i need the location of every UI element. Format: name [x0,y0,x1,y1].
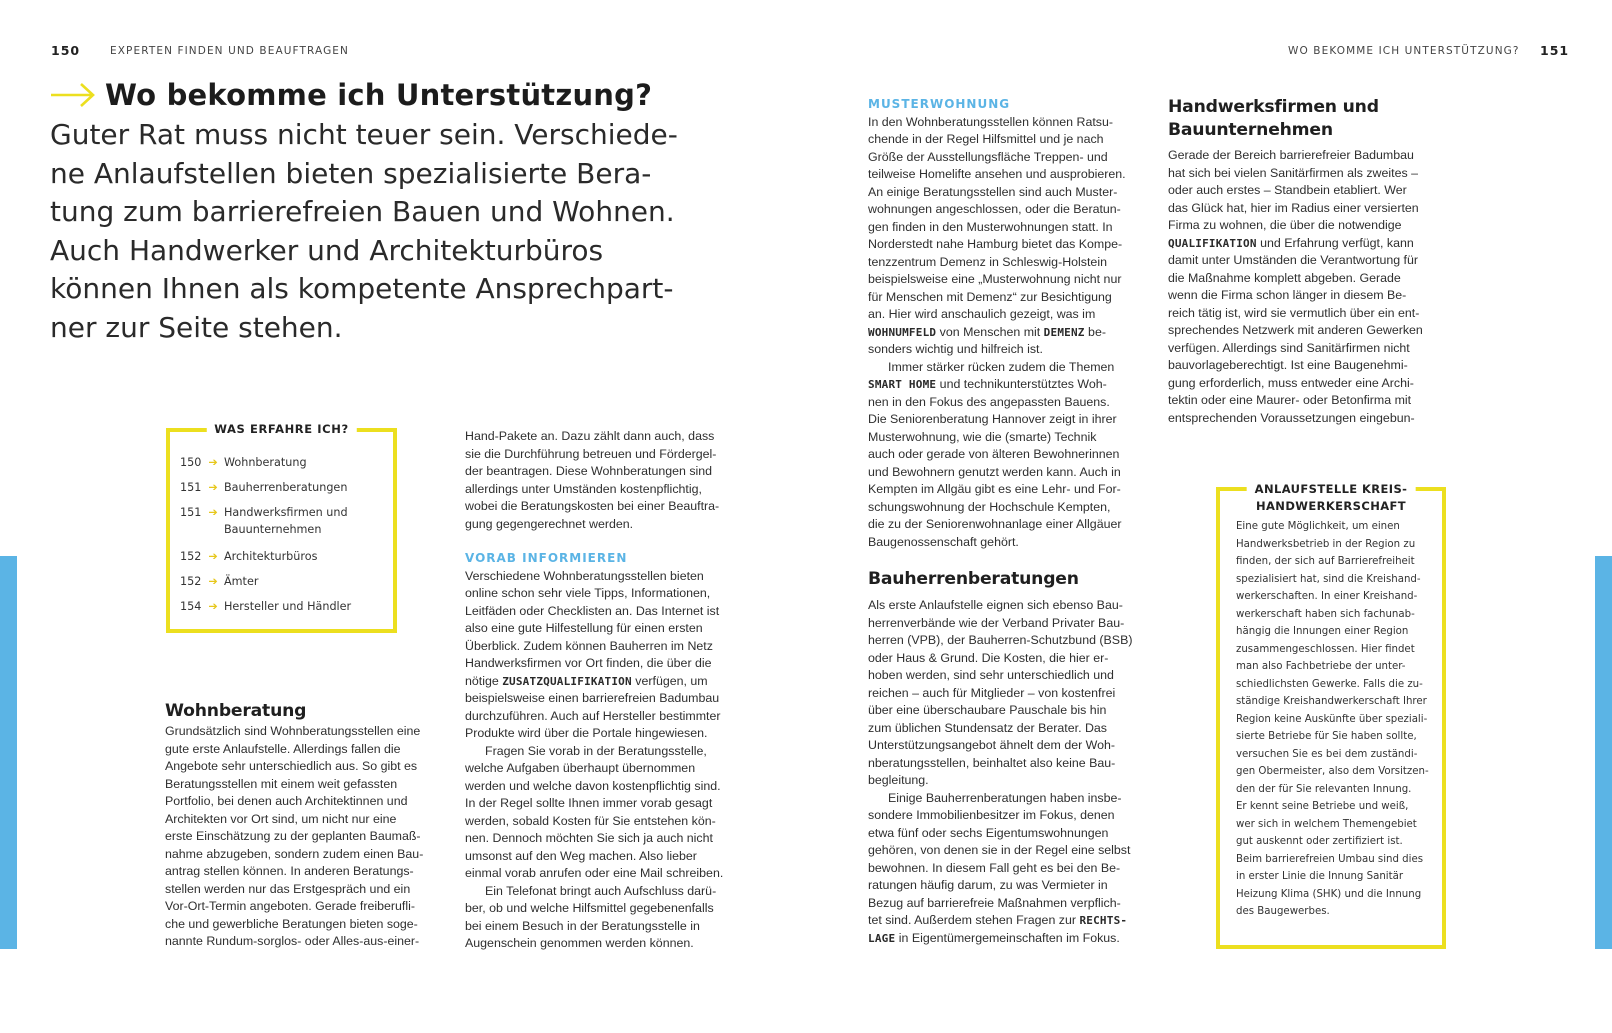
body-line: nahme abzugeben, sondern zudem einen Bau- [165,846,424,861]
body-line: welche Aufgaben überhaupt übernommen [465,761,696,775]
body-line: Verschiedene Wohnberatungsstellen bieten [465,568,704,583]
body-line: gung gegengerechnet werden. [465,516,634,531]
toc-label: Architekturbüros [224,550,318,563]
body-line: hat sich bei vielen Sanitärfirmen als zweites – [1168,165,1418,180]
body-line: Handwerksfirmen vor Ort finden, die über die [465,656,712,670]
body-line: herrenverbände wie der Verband Privater Bau- [868,615,1125,630]
toc-label: Wohnberatung [224,456,307,469]
body-line: durchzuführen. Auch auf Hersteller bestimmter [465,708,721,723]
toc-item[interactable] [180,479,374,504]
intro-line: können Ihnen als kompetente Ansprechpart- [50,272,674,305]
intro-line: tung zum barrierefreien Bauen und Wohnen. [50,195,675,228]
infobox-line: Handwerksbetrieb in der Region zu [1236,538,1416,550]
infobox-kreishandwerkerschaft [1216,482,1446,949]
subheading-vorab-informieren: VORAB INFORMIEREN [465,551,628,565]
body-line: die zu der Seniorenwohnanlage einer Allgäuer [868,517,1122,531]
infobox-line: sierte Betriebe für Sie haben sollte, [1236,731,1417,742]
text-run: nötige [465,673,503,688]
intro-line: ner zur Seite stehen. [50,310,343,344]
infobox-line: Eine gute Möglichkeit, um einen [1236,521,1400,532]
infobox-line: finden, der sich auf Barrierefreiheit [1236,556,1415,567]
section-heading-handwerksfirmen: Handwerksfirmen und [1168,97,1379,117]
keyword: WOHNUMFELD [868,325,937,339]
section-heading-wohnberatung: Wohnberatung [165,701,307,721]
column-3 [868,96,1158,947]
body-line: gute erste Anlaufstelle. Allerdings fallen die [165,741,401,756]
infobox-line: spezialisiert hat, sind die Kreishand- [1236,573,1421,585]
infobox-line: des Baugewerbes. [1236,906,1330,917]
toc-page: 152 [180,575,202,588]
body-line [465,673,750,691]
body-line [1168,235,1458,253]
body-line: Leitfäden oder Checklisten an. Das Internet ist [465,603,720,618]
body-line: sonders wichtig und hilfreich ist. [868,342,1043,356]
keyword: LAGE [868,931,896,945]
body-line: gen finden in den Musterwohnungen statt. In [868,219,1113,234]
body-line: Angebote sehr unterschiedlich aus. So gibt es [165,759,418,773]
body-line: Norderstedt nahe Hamburg bietet das Kompe- [868,237,1123,251]
arrow-right-icon: ➔ [208,481,218,494]
toc-page: 154 [180,600,202,613]
body-line: die Maßnahme komplett abgeben. Gerade [1168,270,1401,285]
body-line: stellen werden nur das Erstgespräch und ein [165,881,411,896]
toc-label: Bauherrenberatungen [224,481,348,494]
body-line: reichen – auch für Mitglieder – von kostenfrei [868,685,1116,700]
body-line: werden, sobald Kosten für Sie entstehen kön- [465,813,716,828]
text-run: und technikunterstütztes Woh- [936,377,1107,391]
section-heading-bauherrenberatungen: Bauherrenberatungen [868,569,1079,589]
body-line: Unterstützungsangebot ähnelt dem der Woh- [868,738,1116,752]
body-line: erste Einschätzung zu der geplanten Baumaß- [165,829,421,843]
section-heading-handwerksfirmen-line2: Bauunternehmen [1168,120,1333,140]
keyword: DEMENZ [1043,325,1085,339]
intro-line: Guter Rat muss nicht teuer sein. Verschiede- [50,118,678,151]
column-2 [465,428,750,953]
chapter-title-row [50,78,690,112]
toc-page: 151 [180,506,202,519]
body-line: beispielsweise eine „Musterwohnung nicht nur [868,272,1122,286]
infobox-line: wer sich in welchem Themengebiet [1236,818,1417,830]
body-line: tenzzentrum Demenz in Schleswig-Holstein [868,254,1107,269]
body-line [868,324,1158,342]
body-line: Fragen Sie vorab in der Beratungsstelle, [485,743,707,758]
body-line: Baugenossenschaft gehört. [868,534,1019,549]
body-line: das Glück hat, hier im Radius einer versierten [1168,200,1419,215]
body-line: werden und welche davon kostenpflichtig sind. [465,778,721,793]
toc-page: 150 [180,456,202,469]
body-line: ratungen häufig darum, zu was Vermieter in [868,878,1108,892]
toc-item[interactable] [180,454,374,479]
infobox-line: man also Fachbetriebe der unter- [1236,661,1406,672]
body-line: oder auch erstes – Standbein etabliert. Wer [1168,183,1407,197]
body-line: umsonst auf den Weg machen. Also lieber [465,848,697,863]
body-line: Ein Telefonat bringt auch Aufschluss darü- [485,883,717,898]
page-number-left: 150 [51,43,81,58]
body-line [868,912,1158,930]
body-line: Immer stärker rücken zudem die Themen [888,359,1115,374]
text-run: in Eigentümergemeinschaften im Fokus. [895,930,1120,945]
infobox-line: Beim barrierefreien Umbau sind dies [1236,853,1424,865]
body-line: Einige Bauherrenberatungen haben insbe- [888,790,1122,805]
body-line: Beratungsstellen mit einem weit gefassten [165,776,398,791]
text-run: be- [1084,324,1106,339]
arrow-right-icon [50,80,96,110]
arrow-right-icon: ➔ [208,506,218,519]
arrow-right-icon: ➔ [208,456,218,469]
column-wohnberatung [165,700,445,951]
toc-label: Hersteller und Händler [224,600,352,613]
body-line: gehören, von denen sie in der Regel eine selbst [868,843,1131,857]
body-line: che und gewerbliche Beratungen bieten soge- [165,916,418,931]
body-line: Portfolio, bei denen auch Architektinnen und [165,794,408,808]
body-line: Augenschein genommen werden können. [465,936,694,950]
toc-item[interactable] [180,573,374,598]
infobox-line: den der für Sie relevanten Innung. [1236,783,1412,795]
body-line: nen in den Fokus des angepassten Bauens. [868,394,1110,409]
body-line: nannte Rundum-sorglos- oder Alles-aus-einer- [165,934,420,948]
body-line: Kempten im Allgäu gibt es eine Lehr- und For- [868,482,1121,496]
infobox-line: Heizung Klima (SHK) und die Innung [1236,888,1422,900]
chapter-intro [50,116,690,347]
body-line: schungswohnung der Hochschule Kempten, [868,499,1111,514]
body-line: begleitung. [868,773,929,787]
body-line: und Bewohnern genutzt werden kann. Auch in [868,464,1121,479]
body-line: über eine überschaubare Pauschale bis hin [868,703,1107,717]
body-line: herren (VPB), der Bauherren-Schutzbund (BSB) [868,633,1133,647]
body-line: An einige Beratungsstellen sind auch Muster- [868,184,1118,199]
body-line: sie die Durchführung betreuen und Fördergel- [465,446,717,461]
body-line: Firma zu wohnen, die über die notwendige [1168,218,1402,232]
toc-label: Ämter [224,575,259,588]
toc-box [166,422,397,633]
body-line: teilweise Homelifte ansehen und ausprobieren. [868,167,1126,181]
body-line: hoben werden, sind sehr unterschiedlich und [868,668,1114,682]
arrow-right-icon: ➔ [208,600,218,613]
infobox-line: werkerschaften. In einer Kreishand- [1236,591,1418,602]
body-line: Gerade der Bereich barrierefreier Badumbau [1168,148,1414,162]
body-line: auch oder gerade von älteren Bewohnerinnen [868,447,1120,461]
toc-item[interactable] [180,548,374,573]
body-line: damit unter Umständen die Verantwortung für [1168,253,1419,267]
infobox-line: zusammengeschlossen. Hier findet [1236,643,1415,655]
toc-label: Handwerksfirmen und Bauunternehmen [224,506,348,536]
body-line: ber, ob und welche Hilfsmittel gegebenenfalls [465,901,714,915]
chapter-title: Wo bekomme ich Unterstützung? [105,78,653,112]
body-line: sprechendes Netzwerk mit anderen Gewerken [1168,323,1423,337]
body-line: also eine gute Hilfestellung für einen ersten [465,621,703,635]
running-head-left: EXPERTEN FINDEN UND BEAUFTRAGEN [110,45,349,57]
body-line: online schon sehr viele Tipps, Informationen, [465,586,711,600]
infobox-line: hängig die Innungen einer Region [1236,626,1409,637]
text-run: tet sind. Außerdem stehen Fragen zur [868,913,1080,927]
body-line: Größe der Ausstellungsfläche Treppen- und [868,149,1108,164]
text-run: von Menschen mit [936,324,1044,339]
body-line [868,376,1158,394]
body-line: chende in der Regel Hilfsmittel und je nach [868,132,1104,146]
intro-line: Auch Handwerker und Architekturbüros [50,233,604,267]
body-line: Überblick. Zudem können Bauherren im Netz [465,638,713,653]
toc-list [180,454,374,623]
infobox-line: ständige Kreishandwerkerschaft Ihrer [1236,696,1427,707]
infobox-body [1236,518,1436,921]
toc-page: 151 [180,481,202,494]
body-line: einmal vorab anrufen oder eine Mail schreiben. [465,866,724,880]
body-line: tektin oder eine Maurer- oder Betonfirma mit [1168,393,1412,407]
infobox-line: versuchen Sie es bei dem zuständi- [1236,748,1418,760]
body-line: zum üblichen Stundensatz der Berater. Das [868,720,1107,735]
body-line: Vor-Ort-Termin angeboten. Gerade freiberufli- [165,899,415,913]
intro-line: ne Anlaufstellen bieten spezialisierte Bera- [50,156,652,190]
body-line: wohnungen angeschlossen, oder die Beratun- [868,202,1121,216]
text-run: und Erfahrung verfügt, kann [1256,235,1414,250]
body-line: Hand-Pakete an. Dazu zählt dann auch, dass [465,429,715,443]
toc-page: 152 [180,550,202,563]
arrow-right-icon: ➔ [208,550,218,563]
body-line: Architekten vor Ort sind, um nicht nur eine [165,811,397,826]
infobox-title-line: ANLAUFSTELLE KREIS- [1254,482,1408,496]
infobox-line: gut auskennt oder zertifiziert ist. [1236,836,1403,847]
body-line: nen. Dennoch möchten Sie sich ja auch nicht [465,831,713,845]
keyword: SMART HOME [868,378,937,391]
left-edge-marker [0,556,17,949]
body-line: nberatungsstellen, beinhaltet also keine Bau- [868,755,1116,770]
body-line: bei einem Besuch in der Beratungsstelle in [465,918,700,933]
body-line: allerdings unter Umständen kostenpflichtig, [465,481,702,496]
body-line: Grundsätzlich sind Wohnberatungsstellen eine [165,724,421,738]
body-line: Musterwohnung, wie die (smarte) Technik [868,429,1097,444]
toc-item[interactable] [180,598,374,623]
body-line: gung erforderlich, muss entweder eine Archi- [1168,375,1414,390]
keyword: ZUSATZQUALIFIKATION [502,674,632,688]
keyword: QUALIFIKATION [1168,236,1257,250]
body-line: antrag stellen können. In anderen Beratungs- [165,864,414,878]
body-line: Als erste Anlaufstelle eignen sich ebenso Bau- [868,598,1123,612]
body-line: Bezug auf barrierefreie Maßnahmen verpflich- [868,895,1121,910]
infobox-line: gen Obermeister, also dem Vorsitzen- [1236,766,1429,777]
page-number-right: 151 [1540,43,1570,58]
body-line [868,930,1158,948]
body-line: verfügen. Allerdings sind Sanitärfirmen nicht [1168,340,1410,355]
column-4 [1168,96,1458,427]
body-line: oder Haus & Grund. Die Kosten, die hier er- [868,650,1109,665]
body-line: entsprechenden Voraussetzungen eingebun- [1168,410,1415,425]
body-line: Die Seniorenberatung Hannover zeigt in ihrer [868,412,1117,426]
body-line: In den Wohnberatungsstellen können Ratsu- [868,114,1113,129]
body-line: sondere Immobilienbesitzer im Fokus, denen [868,808,1115,822]
body-line: der beantragen. Diese Wohnberatungen sind [465,464,713,478]
infobox-line: werkerschaft haben sich fachunab- [1236,608,1415,620]
body-line: In der Regel sollte Ihnen immer vorab gesagt [465,796,713,810]
infobox-line: schiedlichsten Gewerke. Falls die zu- [1236,678,1423,690]
body-line: etwa fünf oder sechs Eigentumswohnungen [868,825,1109,840]
subheading-musterwohnung: MUSTERWOHNUNG [868,97,1011,111]
infobox-title-line: HANDWERKERSCHAFT [1255,499,1407,513]
arrow-right-icon: ➔ [208,575,218,588]
body-line: an. Hier wird anschaulich gezeigt, was im [868,307,1096,321]
toc-title: WAS ERFAHRE ICH? [206,420,356,438]
body-line: wobei die Beratungskosten bei einer Beauftra- [465,499,720,513]
body-line: bewohnen. In diesem Fall geht es bei den Be- [868,860,1121,875]
infobox-title [1247,481,1416,515]
body-line: wenn die Firma schon länger in diesem Be- [1168,288,1407,302]
infobox-line: Er kennt seine Betriebe und weiß, [1236,801,1409,812]
toc-item[interactable] [180,504,374,548]
body-line: Produkte wird über die Portale hingewiesen. [465,726,708,740]
body-line: für Menschen mit Demenz“ zur Besichtigung [868,289,1112,304]
infobox-line: in erster Linie die Innung Sanitär [1236,871,1404,882]
infobox-line: Region keine Auskünfte über speziali- [1236,713,1428,725]
body-line: bauvorlageberechtigt. Ist eine Baugenehmi- [1168,358,1408,372]
text-run: verfügen, um [631,673,708,688]
keyword: RECHTS- [1079,914,1128,927]
running-head-right: WO BEKOMME ICH UNTERSTÜTZUNG? [1288,45,1520,57]
body-line: reich tätig ist, wird sie vermutlich über ein ent- [1168,305,1420,320]
body-line: beispielsweise einen barrierefreien Badumbau [465,691,720,705]
right-edge-marker [1595,556,1612,949]
